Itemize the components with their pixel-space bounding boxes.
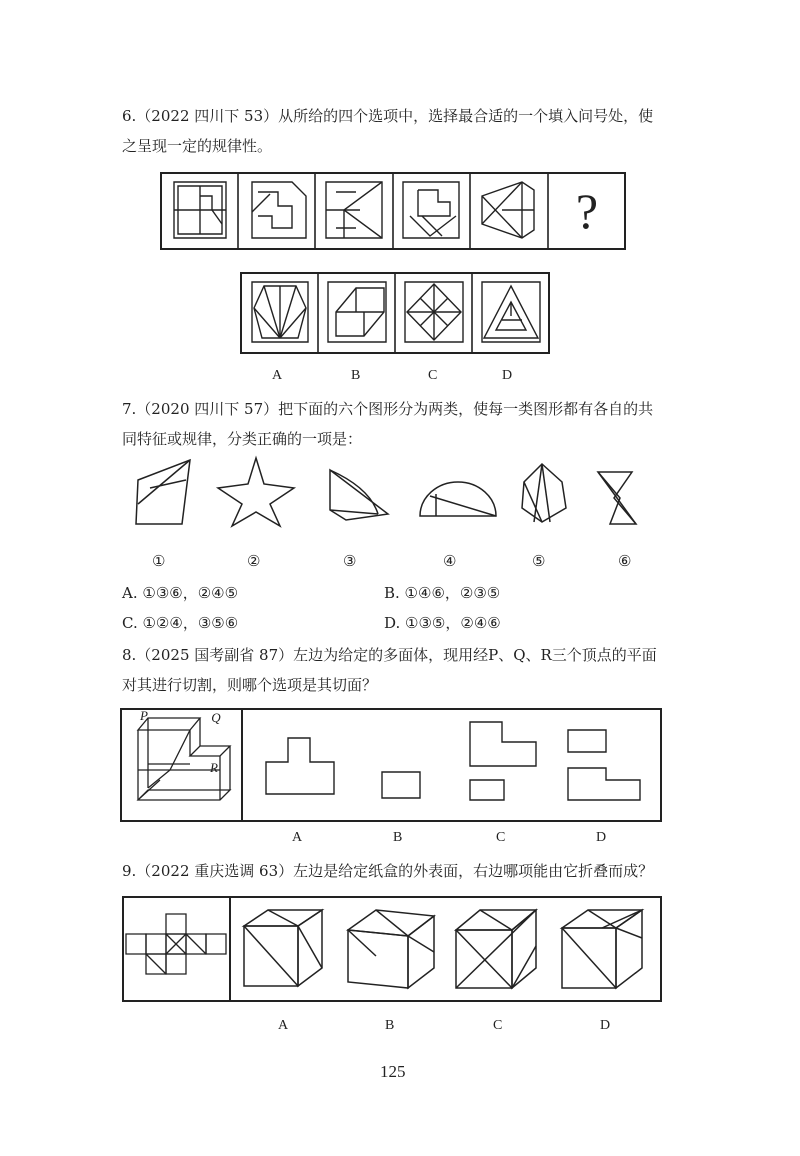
q7-line1: 7.（2020 四川下 57）把下面的六个图形分为两类，使每一类图形都有各自的共 <box>122 400 654 418</box>
q9-option-a <box>244 910 322 986</box>
q9-figure-strip <box>122 896 662 1002</box>
q6-sequence-strip <box>160 172 626 250</box>
q8-line1: 8.（2025 国考副省 87）左边为给定的多面体，现用经P、Q、R三个顶点的平面 <box>122 646 657 664</box>
q7-figure-2 <box>218 458 294 526</box>
q9-option-label-d: D <box>600 1018 611 1033</box>
q6-option-label-d: D <box>502 368 513 383</box>
q7-label-2: ② <box>247 554 261 570</box>
q6-line1: 6.（2022 四川下 53）从所给的四个选项中，选择最合适的一个填入问号处，使 <box>122 107 654 125</box>
q7-figure-4 <box>420 482 496 516</box>
q8-option-label-b: B <box>393 830 403 845</box>
q9-option-label-b: B <box>385 1018 395 1033</box>
q8-line2: 对其进行切割，则哪个选项是其切面？ <box>122 676 378 694</box>
q8-option-b <box>382 772 420 798</box>
q7-figure-3 <box>330 470 388 520</box>
q8-option-d <box>568 730 640 800</box>
q8-text <box>122 640 692 700</box>
q6-line2: 之呈现一定的规律性。 <box>122 137 273 155</box>
q7-line2: 同特征或规律，分类正确的一项是： <box>122 430 363 448</box>
q9-option-label-a: A <box>278 1018 289 1033</box>
q7-figure-5 <box>522 464 566 522</box>
q7-label-6: ⑥ <box>618 554 632 570</box>
q6-figure-4 <box>403 182 459 238</box>
q7-label-3: ③ <box>343 554 357 570</box>
q8-vertex-r: R <box>210 760 218 775</box>
q7-label-1: ① <box>152 554 166 570</box>
q6-option-d <box>482 282 540 342</box>
q7-choice-b[interactable]: B. ①④⑥，②③⑤ <box>384 584 501 602</box>
q6-figure-1 <box>174 182 226 238</box>
q9-net <box>126 914 226 974</box>
q7-choice-d[interactable]: D. ①③⑤，②④⑥ <box>384 614 501 632</box>
q6-option-label-a: A <box>272 368 283 383</box>
q8-option-a <box>266 738 334 794</box>
q7-choice-c[interactable]: C. ①②④，③⑤⑥ <box>122 614 239 632</box>
q8-figure-strip <box>120 708 662 822</box>
q6-figure-3 <box>326 182 382 238</box>
q8-option-label-c: C <box>496 830 506 845</box>
q6-figure-2 <box>252 182 306 238</box>
q6-option-label-b: B <box>351 368 361 383</box>
q8-vertex-p: P <box>140 708 148 723</box>
q9-option-label-c: C <box>493 1018 503 1033</box>
q6-options-strip <box>240 272 550 354</box>
q7-text <box>122 394 692 454</box>
q8-option-label-a: A <box>292 830 303 845</box>
q8-option-label-d: D <box>596 830 607 845</box>
q6-option-c <box>405 282 463 342</box>
q9-text <box>122 856 692 886</box>
q7-label-5: ⑤ <box>532 554 546 570</box>
q9-option-c <box>456 910 536 988</box>
q6-text <box>122 101 692 161</box>
q8-option-c <box>470 722 536 800</box>
q7-figures <box>130 458 670 528</box>
q7-figure-1 <box>136 460 190 524</box>
q8-vertex-q: Q <box>211 710 221 725</box>
q9-option-b <box>348 910 434 988</box>
q7-label-4: ④ <box>443 554 457 570</box>
q7-figure-6 <box>598 472 636 524</box>
q6-question-mark: ? <box>575 183 599 239</box>
q9-line1: 9.（2022 重庆选调 63）左边是给定纸盒的外表面，右边哪项能由它折叠而成？ <box>122 862 654 880</box>
q6-figure-5 <box>482 182 534 238</box>
q6-option-b <box>328 282 386 342</box>
q8-polyhedron <box>138 718 230 800</box>
page-number: 125 <box>380 1062 406 1081</box>
q6-option-a <box>252 282 308 342</box>
q6-option-label-c: C <box>428 368 438 383</box>
q7-choice-a[interactable]: A. ①③⑥，②④⑤ <box>122 584 239 602</box>
q9-option-d <box>562 910 642 988</box>
